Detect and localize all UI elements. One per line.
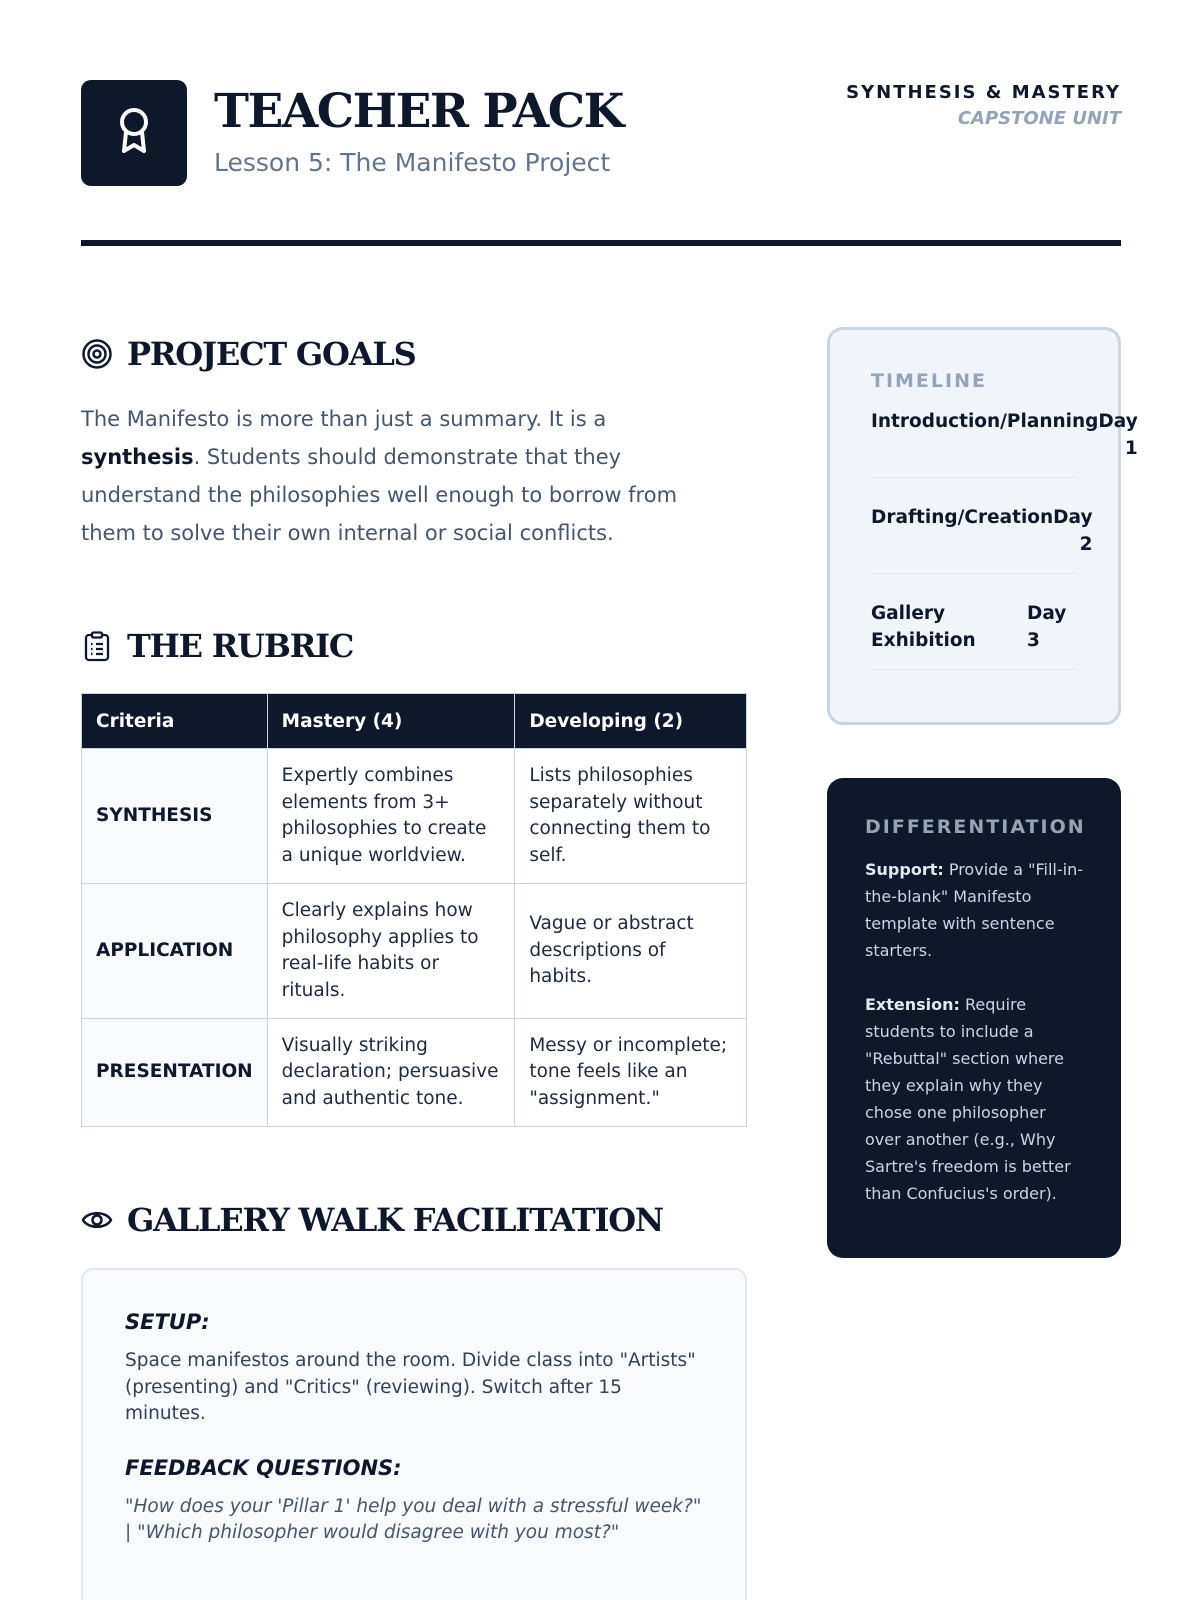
- differentiation-card: [827, 778, 1121, 1258]
- differentiation-title: DIFFERENTIATION: [865, 816, 1086, 838]
- goals-paragraph: The Manifesto is more than just a summary. It is a synthesis. Students should demonstrate that they understand the philosophies well enough to borrow from them to solve their own internal or social conflicts.: [81, 407, 678, 545]
- developing-cell: Messy or incomplete; tone feels like an "assignment.": [515, 1019, 747, 1127]
- timeline-day: Day 1: [1098, 411, 1138, 459]
- timeline-item: [871, 505, 1093, 574]
- extension-note: Extension: Require students to include a "Rebuttal" section where they explain why they chose one philosopher over another (e.g., Why Sartre's freedom is better than Confucius's order).: [865, 995, 1071, 1203]
- setup-text: Space manifestos around the room. Divide class into "Artists" (presenting) and "Critics" (reviewing). Switch after 15 minutes.: [125, 1350, 696, 1424]
- mastery-cell: Expertly combines elements from 3+ philosophies to create a unique worldview.: [267, 749, 515, 884]
- award-icon: [114, 106, 154, 161]
- page-header: [81, 80, 1121, 190]
- criteria-cell: APPLICATION: [82, 884, 268, 1019]
- timeline-day: Day 2: [1053, 507, 1093, 555]
- feedback-questions: "How does your 'Pillar 1' help you deal with a stressful week?" | "Which philosopher would disagree with you most?": [125, 1495, 702, 1543]
- timeline-item: [871, 601, 1077, 670]
- target-icon: [81, 338, 113, 370]
- setup-label: SETUP:: [125, 1310, 210, 1334]
- unit-subtitle: CAPSTONE UNIT: [957, 108, 1121, 129]
- table-header-row: [82, 694, 747, 749]
- table-row: [82, 1019, 747, 1127]
- logo: [81, 80, 187, 186]
- timeline-title: TIMELINE: [871, 370, 987, 392]
- timeline-label: Drafting/Creation: [871, 507, 1054, 528]
- feedback-label: FEEDBACK QUESTIONS:: [125, 1455, 402, 1480]
- criteria-cell: PRESENTATION: [82, 1019, 268, 1127]
- mastery-cell: Visually striking declaration; persuasive and authentic tone.: [267, 1019, 515, 1127]
- developing-cell: Lists philosophies separately without connecting them to self.: [515, 749, 747, 884]
- table-row: [82, 749, 747, 884]
- rubric-table: [81, 693, 747, 1127]
- mastery-cell: Clearly explains how philosophy applies to real-life habits or rituals.: [267, 884, 515, 1019]
- section-gallery-heading: [81, 1201, 663, 1239]
- gallery-heading: GALLERY WALK FACILITATION: [127, 1201, 663, 1239]
- eye-icon: [81, 1204, 113, 1236]
- column-header: Criteria: [82, 694, 268, 749]
- support-note: Support: Provide a "Fill-in-the-blank" Manifesto template with sentence starters.: [865, 860, 1083, 960]
- timeline-item: [871, 409, 1138, 478]
- rubric-heading: THE RUBRIC: [127, 627, 354, 665]
- timeline-label: Introduction/Planning: [871, 411, 1099, 432]
- gallery-facilitation-box: [81, 1268, 747, 1600]
- timeline-day: Day 3: [1027, 603, 1067, 651]
- section-rubric-heading: [81, 627, 353, 665]
- timeline-card: [827, 327, 1138, 725]
- column-header: Developing (2): [515, 694, 747, 749]
- header-divider: [81, 240, 1121, 246]
- page-subtitle: Lesson 5: The Manifesto Project: [214, 148, 611, 177]
- goals-heading: PROJECT GOALS: [127, 335, 416, 373]
- criteria-cell: SYNTHESIS: [82, 749, 268, 884]
- page-title: TEACHER PACK: [214, 84, 623, 139]
- developing-cell: Vague or abstract descriptions of habits.: [515, 884, 747, 1019]
- table-row: [82, 884, 747, 1019]
- timeline-label: Gallery Exhibition: [871, 603, 976, 651]
- clipboard-icon: [81, 630, 113, 662]
- unit-label: [846, 82, 1121, 129]
- unit-title: SYNTHESIS & MASTERY: [846, 82, 1121, 103]
- section-goals-heading: [81, 335, 416, 373]
- column-header: Mastery (4): [267, 694, 515, 749]
